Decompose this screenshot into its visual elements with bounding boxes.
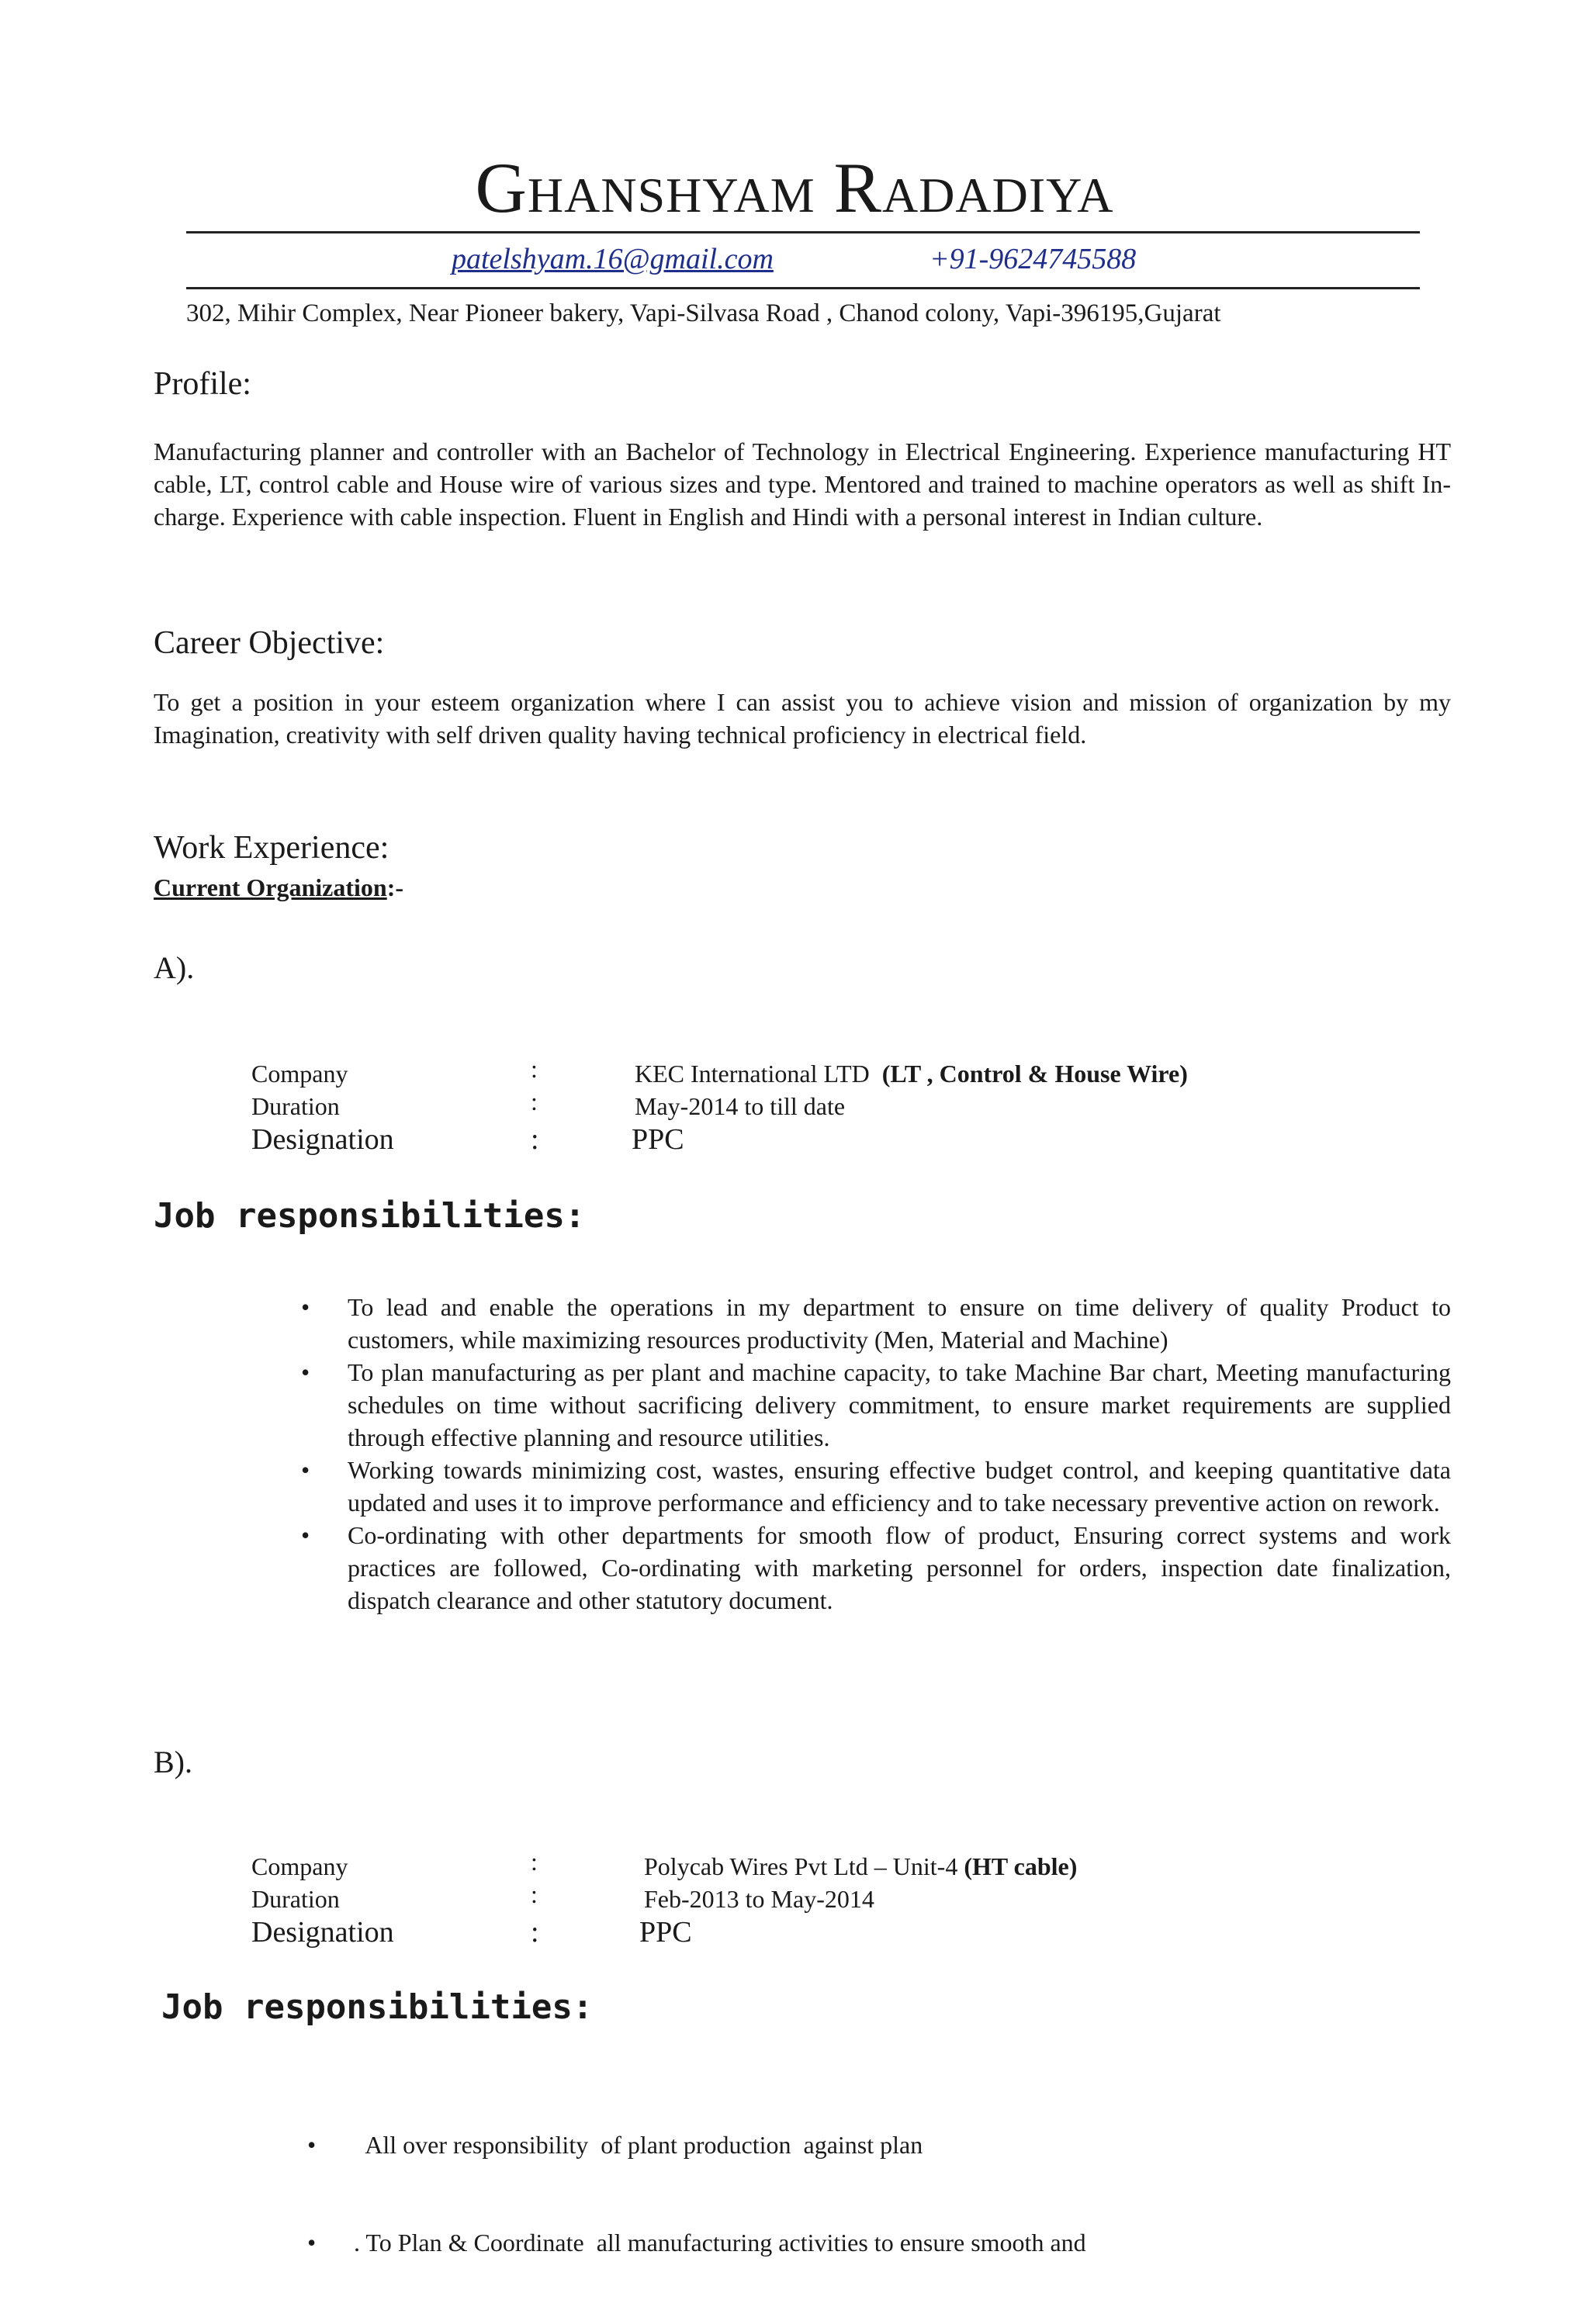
job-b-designation-value: PPC xyxy=(639,1916,692,1949)
list-item: • . To Plan & Coordinate all manufacturing activities to ensure smooth and xyxy=(354,2226,1451,2259)
objective-heading: Career Objective: xyxy=(154,625,385,661)
job-a-duration-sep: : xyxy=(531,1088,538,1115)
job-b-designation-sep: : xyxy=(531,1916,539,1949)
work-experience-heading: Work Experience: xyxy=(154,830,389,866)
header-bottom-rule xyxy=(186,287,1420,289)
address: 302, Mihir Complex, Near Pioneer bakery, Vapi-Silvasa Road , Chanod colony, Vapi-396195,Gujarat xyxy=(186,299,1221,327)
job-a-company-value: KEC International LTD (LT , Control & House Wire) xyxy=(635,1060,1188,1088)
list-item: • All over responsibility of plant production against plan xyxy=(354,2129,1451,2161)
job-a-letter: A). xyxy=(154,950,195,985)
job-a-designation-value: PPC xyxy=(632,1123,684,1156)
job-a-designation-sep: : xyxy=(531,1123,539,1156)
job-b-duration-value: Feb-2013 to May-2014 xyxy=(644,1885,874,1913)
job-a-company-label: Company xyxy=(251,1060,348,1088)
list-item: • Co-ordinating with other departments for smooth flow of product, Ensuring correct systems and work practices are followed, Co-ordinating with marketing personnel for orders, inspection date finalization, dispatch clearance and other statutory document. xyxy=(348,1519,1451,1617)
list-item: • To lead and enable the operations in my department to ensure on time delivery of quality Product to customers, while maximizing resources productivity (Men, Material and Machine) xyxy=(348,1291,1451,1356)
job-a-duration-value: May-2014 to till date xyxy=(635,1092,846,1120)
job-a-company-sep: : xyxy=(531,1055,538,1083)
job-a-duration-label: Duration xyxy=(251,1092,340,1120)
job-b-letter: B). xyxy=(154,1745,192,1779)
job-b-company-value: Polycab Wires Pvt Ltd – Unit-4 (HT cable) xyxy=(644,1852,1078,1880)
objective-text: To get a position in your esteem organization where I can assist you to achieve vision and mission of organization by my Imagination, creativity with self driven quality having technical proficiency in electrical field. xyxy=(154,688,1451,749)
job-b-company-label: Company xyxy=(251,1852,348,1880)
job-a-responsibilities-list xyxy=(348,1291,1451,1617)
list-item: • Working towards minimizing cost, wastes, ensuring effective budget control, and keeping quantitative data updated and uses it to improve performance and efficiency and to take necessary preventive action on rework. xyxy=(348,1454,1451,1519)
job-b-company-sep: : xyxy=(531,1848,538,1876)
profile-text: Manufacturing planner and controller with an Bachelor of Technology in Electrical Engineering. Experience manufacturing HT cable, LT, control cable and House wire of various sizes and type. Mentored and trained to machine operators as well as shift In-charge. Experience with cable inspection. Fluent in English and Hindi with a personal interest in Indian culture. xyxy=(154,437,1451,531)
job-a-responsibilities-heading: Job responsibilities: xyxy=(154,1196,586,1236)
current-organization-label: Current Organization:- xyxy=(154,873,404,901)
candidate-name: Ghanshyam Radadiya xyxy=(475,148,1114,227)
job-a-company-note: (LT , Control & House Wire) xyxy=(881,1060,1188,1088)
job-b-responsibilities-heading: Job responsibilities: xyxy=(161,1987,594,2027)
job-b-designation-label: Designation xyxy=(251,1916,394,1949)
phone-number: +91-9624745588 xyxy=(930,243,1137,275)
job-a-designation-label: Designation xyxy=(251,1123,394,1156)
header-top-rule xyxy=(186,231,1420,233)
job-b-duration-label: Duration xyxy=(251,1885,340,1913)
list-item: • To plan manufacturing as per plant and machine capacity, to take Machine Bar chart, Meeting manufacturing schedules on time without sacrificing delivery commitment, to ensure market requirements are supplied through effective planning and resource utilities. xyxy=(348,1356,1451,1454)
job-b-responsibilities-list xyxy=(354,2063,1451,2324)
job-b-company-note: (HT cable) xyxy=(964,1852,1078,1880)
email-link[interactable]: patelshyam.16@gmail.com xyxy=(452,243,774,275)
job-b-duration-sep: : xyxy=(531,1880,538,1908)
profile-heading: Profile: xyxy=(154,366,251,402)
